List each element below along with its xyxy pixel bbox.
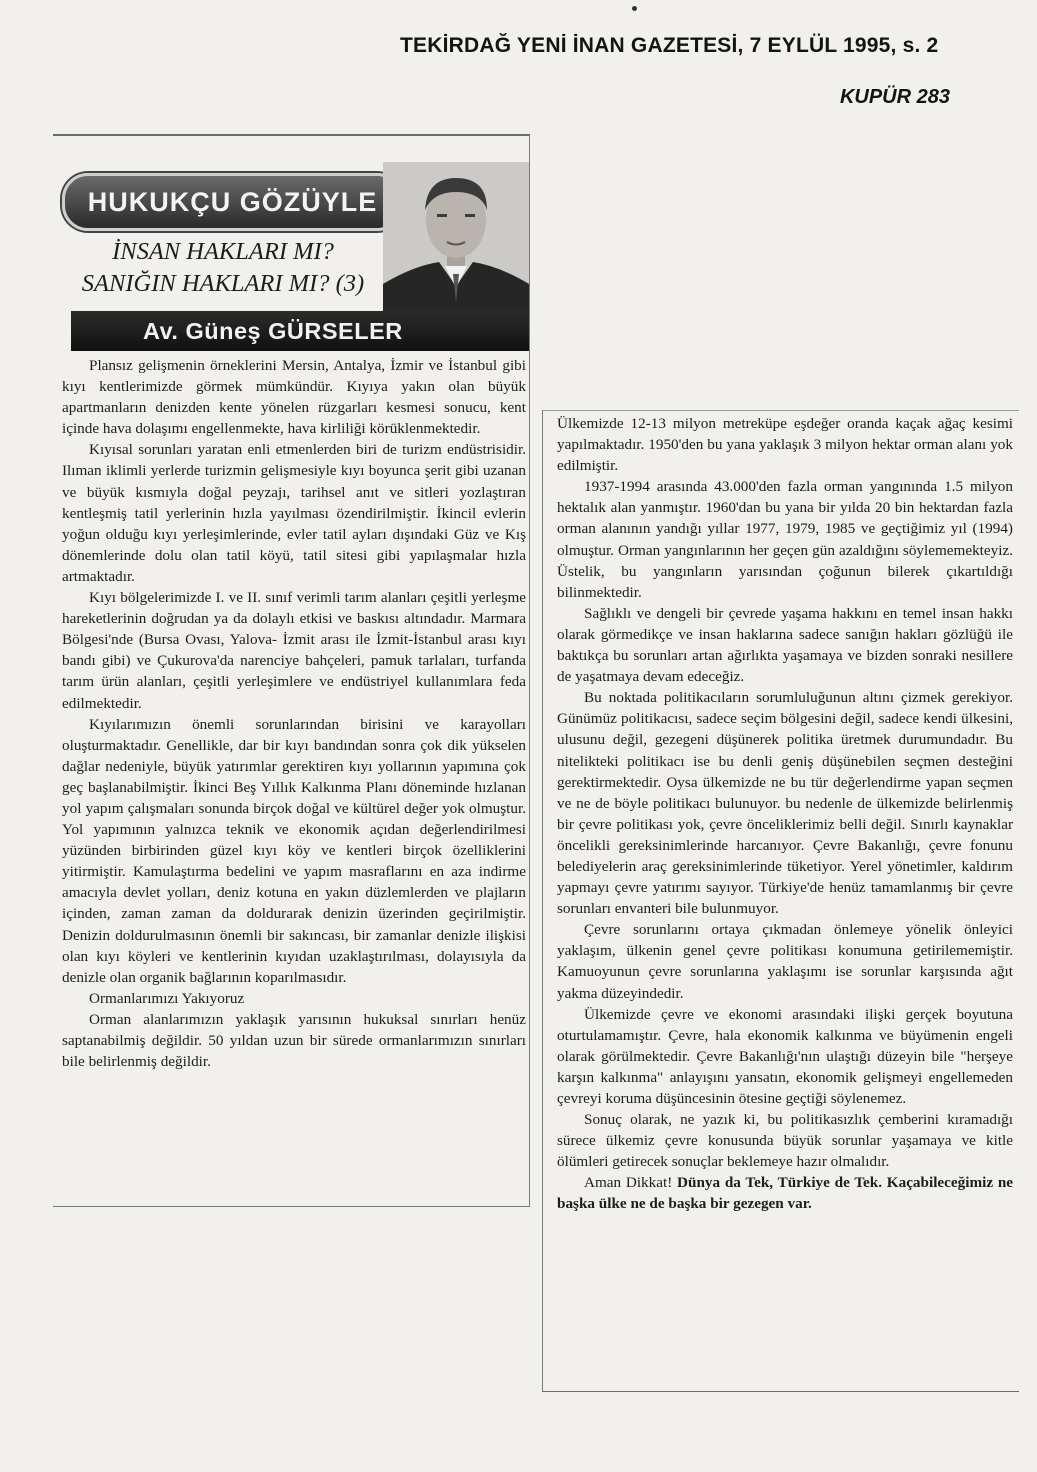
title-line-2: SANIĞIN HAKLARI MI? (3) bbox=[81, 270, 365, 297]
closing-paragraph bbox=[557, 1172, 1013, 1214]
right-column-text bbox=[557, 413, 1013, 1215]
speck-mark bbox=[632, 6, 637, 11]
paragraph: Kıyılarımızın önemli sorunlarından birisini ve karayolları oluşturmaktadır. Genellikle, dar bir kıyı bandından sonra çok dik yükselen dağlar nedeniyle, büyük yatırımlar gerektiren kıyı yollarının yapımına çok geç başlanabilmiştir. İkinci Beş Yıllık Kalkınma Planı döneminde hızlanan yol yapım çalışmaları sonunda birçok doğal ve kültürel değer yok olmuştur. Yol yapımının yalnızca teknik ve ekonomik açıdan değerlendirilmesi yüzünden birbirinden güzel kıyı köy ve kentleri birçok özelliklerini yitirmiştir. Kamulaştırma bedelini ve yapım masraflarını en aza indirme amacıyla devlet yolları, deniz kotuna en yakın düzlemlerden ve plajların içinden, zaman zaman da doldurarak denizin üzerinden geçirilmiştir. Denizin doldurulmasının önemli bir sakıncası, bir zamanlar denizle ilişkisi olan kıyı köyleri ve kentlerinin kıyıdan uzaklaştırılması, dolayısıyla da denizle olan organik bağlarının koparılmasıdır. bbox=[62, 715, 526, 986]
paragraph: 1937-1994 arasında 43.000'den fazla orman yangınında 1.5 milyon hektalık alan yanmıştır. 1960'dan bu yana bir yılda 20 bin hektardan fazla orman alanının yandığı yıllar 1977, 1979, 1985 ve geçtiğimiz yıl (1994) olmuştur. Orman yangınlarının her geçen gün azaldığını söylememekteyiz. Üstelik, bu yangınların yarısından çoğunun bilerek çıkartıldığı bilinmektedir. bbox=[557, 478, 1013, 601]
paragraph: Orman alanlarımızın yaklaşık yarısının hukuksal sınırları henüz saptanabilmiş değildir. 50 yıldan uzun bir sürede ormanlarımızın sınırları bile belirlenmiş değildir. bbox=[62, 1010, 526, 1071]
paragraph: Kıyı bölgelerimizde I. ve II. sınıf verimli tarım alanları çeşitli yerleşme hareketlerinin doğrudan ya da dolaylı etkisi ve baskısı altındadır. Marmara Bölgesi'nde (Bursa Ovası, Yalova- İzmit arası ile İzmit-İstanbul arası kıyı bandı gibi) ve Çukurova'da narenciye bahçeleri, pamuk tarlaları, turfanda tarım ürün alanları, çeşitli yerleşimlere ve endüstriyel kullanımlara feda edilmektedir. bbox=[62, 589, 526, 712]
article-clipping-left bbox=[53, 134, 530, 1207]
paragraph: Kıyısal sorunları yaratan enli etmenlerden biri de turizm endüstrisidir. Ilıman iklimli yerlerde turizmin gelişmesiyle kıyı boyunca şerit gibi uzanan ve büyük kısmıyla doğal peyzajı, tarihsel anıt ve sitleri yozlaştıran kentleşmiş tatil yerlerinin hızla yayılması özendirilmiştir. İkincil evlerin yoğun olduğu kıyı yerleşimlerinde, evler tatil ayları dışındaki Güz ve Kış dönemlerinde dolu olan tatil köyü, tatil sitesi gibi yapılaşmalar hızla artmaktadır. bbox=[62, 441, 526, 585]
author-portrait-icon bbox=[383, 162, 529, 312]
article-head bbox=[53, 136, 530, 356]
clipping-number: KUPÜR 283 bbox=[839, 86, 950, 108]
column-label: HUKUKÇU GÖZÜYLE bbox=[62, 173, 403, 231]
source-line: TEKİRDAĞ YENİ İNAN GAZETESİ, 7 EYLÜL 1995, s. 2 bbox=[400, 34, 939, 57]
section-subhead: Ormanlarımızı Yakıyoruz bbox=[89, 989, 245, 1007]
article-title bbox=[53, 236, 393, 300]
left-column-text bbox=[62, 355, 526, 1072]
paragraph: Çevre sorunlarını ortaya çıkmadan önlemeye yönelik önleyici yaklaşım, ülkenin genel çevre politikası konumuna getirilememiştir. Kamuoyunun çevre sorunlarına yaklaşımı ise sorunlar karşısında ağıt yakma düzeyindedir. bbox=[557, 921, 1013, 1002]
closing-lead: Aman Dikkat! bbox=[584, 1174, 673, 1192]
paragraph: Bu noktada politikacıların sorumluluğunun altını çizmek gerekiyor. Günümüz politikacısı, sadece seçim bölgesini değil, sadece kendi ülkesini, ulusunu değil, gezegeni düşünerek politika üretmek durumundadır. Bu nitelikteki politikacı ise bu denli geniş düşünebilen seçmen desteğini gerektirmektedir. Oysa ülkemizde ne bu tür değerlendirme yapan seçmen ve ne de böyle politikacı bulunuyor. bu nedenle de ülkemizde belirlenmiş bir çevre politikası yok, çevre önceliklerimiz belli değil. Sınırlı kaynaklar öncelikli gereksinimlerinde harcanıyor. Çevre Bakanlığı, çevre fonunu belediyelerin araç gereksinimlerinde tüketiyor. Yerel yönetimler, kaldırım yapmayı çevre yatırımı sayıyor. Türkiye'de henüz tamamlanmış bir çevre sorunları envanteri bile bulunmuyor. bbox=[557, 689, 1013, 918]
title-line-1: İNSAN HAKLARI MI? bbox=[112, 238, 334, 265]
closing-bold-text: Dünya da Tek, Türkiye de Tek. Kaçabileceğimiz ne başka ülke ne de başka bir gezegen var. bbox=[557, 1174, 1014, 1213]
paragraph: Sonuç olarak, ne yazık ki, bu politikasızlık çemberini kıramadığı sürece ülkemiz çevre konusunda büyük sorunlar yaşamaya ve kitle ölümleri getirecek sonuçlar beklemeye hazır olmalıdır. bbox=[557, 1111, 1013, 1171]
article-clipping-right bbox=[542, 410, 1019, 1392]
paragraph: Sağlıklı ve dengeli bir çevrede yaşama hakkını en temel insan hakkı olarak görmedikçe ve insan haklarına sadece sanığın hakları gözlüğü ile baktıkça bu sorunları artan ağırlıkta yaşamaya ve bizden sonraki nesillere de yaşatmaya devam edeceğiz. bbox=[557, 604, 1013, 686]
paragraph: Ülkemizde çevre ve ekonomi arasındaki ilişki gerçek boyutuna oturtulamamıştır. Çevre, hala ekonomik kalkınma ve büyümenin engeli olarak görülmektedir. Çevre Bakanlığı'nın ulaştığı düzeyin bile "herşeye karşın kalkınma" anlayışını yansatın, ekonomik gelişmeyi engellemeden çevreyi koruma düşüncesinin ötesine geçtiği söylenemez. bbox=[557, 1005, 1013, 1107]
paragraph: Ülkemizde 12-13 milyon metreküpe eşdeğer oranda kaçak ağaç kesimi yapılmaktadır. 1950'den bu yana yaklaşık 3 milyon hektar orman alanı yok edilmiştir. bbox=[557, 415, 1013, 475]
author-photo bbox=[383, 162, 529, 312]
author-byline: Av. Güneş GÜRSELER bbox=[71, 311, 529, 351]
paragraph: Plansız gelişmenin örneklerini Mersin, Antalya, İzmir ve İstanbul gibi kıyı kentlerimizde görmek mümkündür. Kıyıya yakın olan büyük apartmanların denizden kente yönelen rüzgarları kesmesi sonucu, kent içinde hava dolaşımı engellenmekte, hava kirliliği körüklenmektedir. bbox=[62, 357, 526, 438]
